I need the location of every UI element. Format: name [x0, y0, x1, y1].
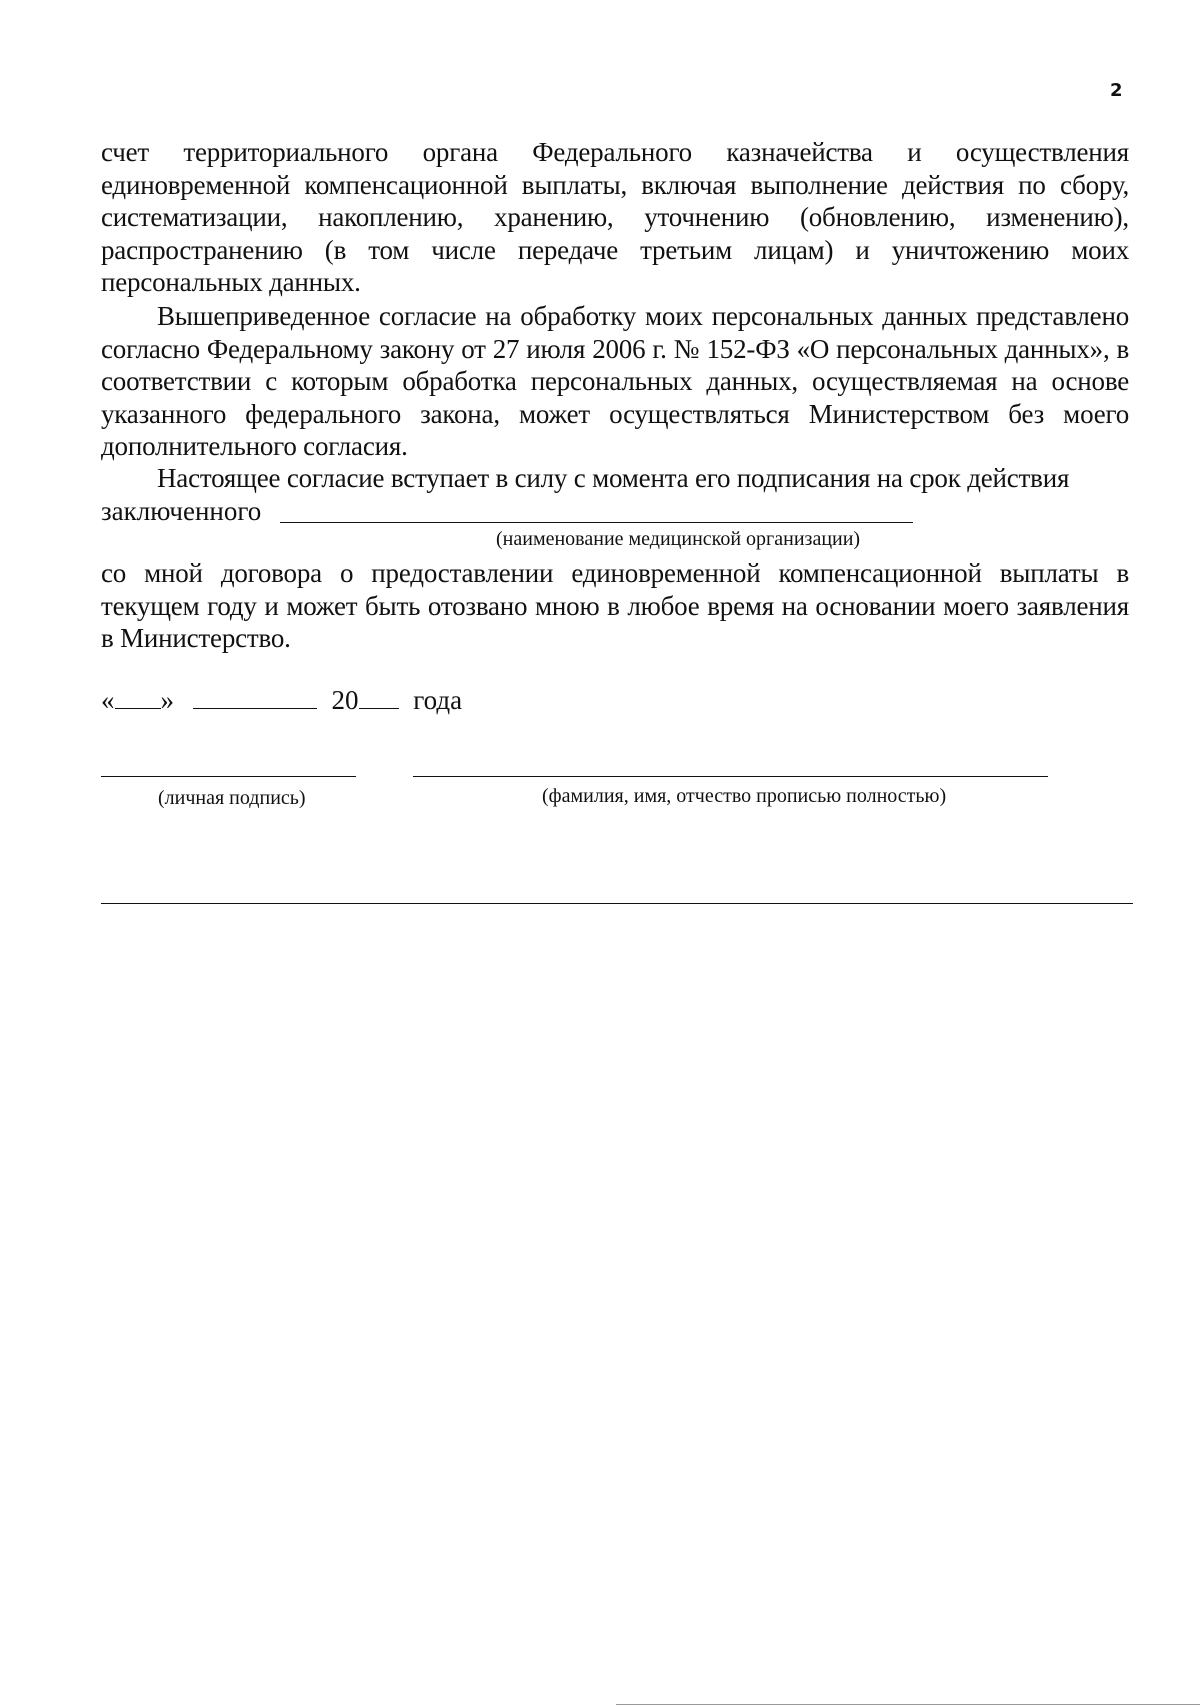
paragraph-contract: со мной договора о предоставлении единовременной компенсационной выплаты в текущем году и может быть отозвано мною в любое время на основании моего заявления в Министерство. — [101, 558, 1129, 653]
year-suffix: года — [413, 685, 463, 715]
paragraph-processing-actions: счет территориального органа Федерального казначейства и осуществления единовременной компенсационной выплаты, включая выполнение действия по сбору, систематизации, накоплению, хранению, уточнению (обновлению, изменению), распространению (в том числе передаче третьим лицам) и уничтожению моих персональных данных. — [101, 137, 1129, 297]
organization-name-caption: (наименование медицинской организации) — [496, 528, 861, 550]
date-row — [101, 684, 462, 716]
page-number: 2 — [1110, 80, 1123, 101]
signature-caption: (личная подпись) — [158, 787, 306, 809]
paragraph-federal-law: Вышеприведенное согласие на обработку моих персональных данных представлено согласно Федеральному закону от 27 июля 2006 г. № 152-ФЗ «О персональных данных», в соответствии с которым обработка персональных данных, осуществляемая на основе указанного федерального закона, может осуществляться Министерством без моего дополнительного согласия. — [101, 301, 1129, 461]
date-close-quote: » — [160, 685, 174, 715]
date-open-quote: « — [101, 685, 115, 715]
full-name-caption: (фамилия, имя, отчество прописью полностью) — [542, 785, 947, 807]
paragraph-validity-line: Настоящее согласие вступает в силу с момента его подписания на срок действия — [157, 463, 1070, 493]
day-blank[interactable] — [115, 686, 161, 709]
year-blank[interactable] — [359, 686, 399, 709]
organization-name-line[interactable] — [280, 522, 913, 523]
bottom-rule — [101, 903, 1133, 904]
month-blank[interactable] — [193, 686, 317, 709]
concluded-label: заключенного — [101, 496, 262, 526]
page-edge-rule — [616, 1704, 1200, 1705]
signature-line[interactable] — [101, 776, 356, 777]
full-name-line[interactable] — [413, 776, 1048, 777]
year-century: 20 — [331, 685, 359, 715]
